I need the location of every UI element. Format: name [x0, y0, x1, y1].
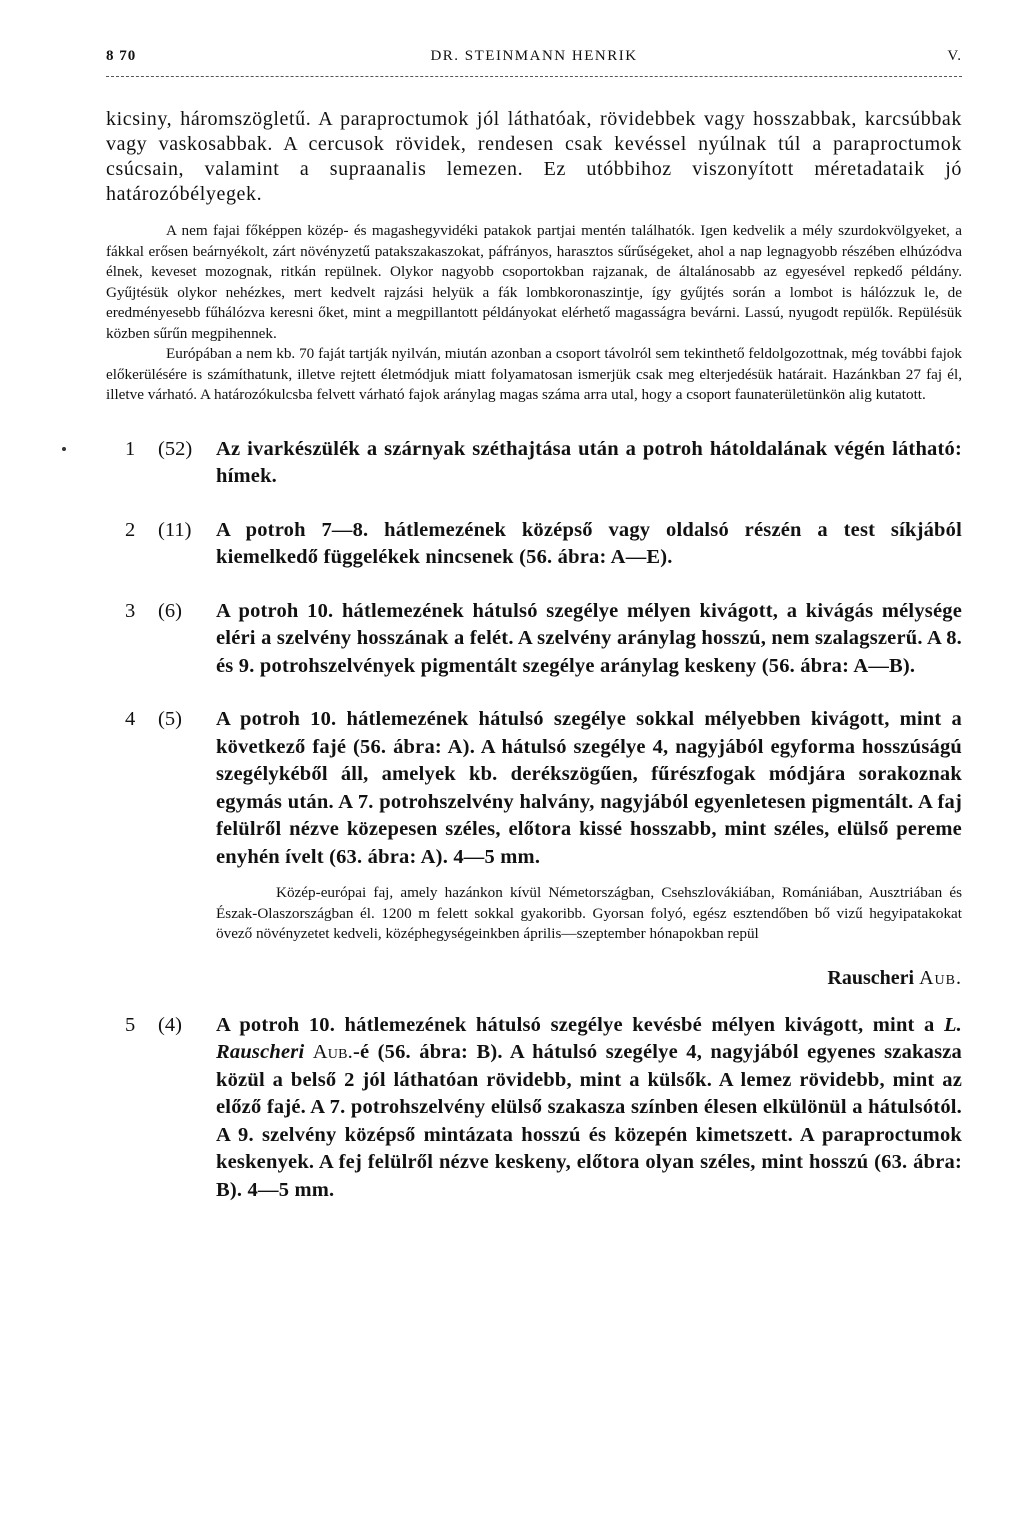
- key-entry-3: [106, 598, 962, 681]
- key-text: A potroh 10. hátlemezének hátulsó szegélye sokkal mélyebben kivágott, mint a következő fajé (56. ábra: A). A hátulsó szegélye 4, nagyjából egyforma hosszúságú szegélykéből áll, amelyek kb. derékszögűen, fűrészfogak módjára sorakoznak egymás után. A 7. potrohszelvény halvány, nagyjából egyenletesen pigmentált. A faj felülről nézve közepesen széles, előtora kissé hosszabb, mint széles, elülső pereme enyhén ívelt (63. ábra: A). 4—5 mm.: [216, 708, 962, 868]
- key-entry-2: [106, 517, 962, 572]
- key-number: 3: [125, 599, 136, 622]
- species-author: Aub.: [919, 966, 962, 989]
- bullet-mark: [62, 447, 66, 451]
- key-number: 4: [125, 708, 136, 730]
- key-reference: (11): [158, 518, 192, 541]
- key-text-part: -é (56. ábra: B). A hátulsó szegélye 4, nagyjából egyenes szakasza közül a belső 2 jól láthatóan rövidebb, mint a külsők. A lemez rövidebb, mint az előző fajé. A 7. potrohszelvény elülső szakasza színben élesen elkülönül a hátulsótól. A 9. szelvény középső mintázata hosszú és közepén kimetszett. A paraproctumok keskenyek. A fej felülről nézve keskeny, előtora olyan széles, mint hosszú (63. ábra: B). 4—5 mm.: [216, 1041, 962, 1201]
- key-text: A potroh 7—8. hátlemezének középső vagy oldalsó részén a test síkjából kiemelkedő függelékek nincsenek (56. ábra: A—E).: [216, 518, 962, 568]
- species-note-text: Közép-európai faj, amely hazánkon kívül Németországban, Csehszlovákiában, Romániában, Ausztriában és Észak-Olaszországban él. 1200 m felett sokkal gyakoribb. Gyorsan folyó, egész esztendőben bő vizű hegyipatakokat övező növényzetet kedveli, középhegységeinkben április—szeptember hónapokban repül: [216, 884, 962, 942]
- habitat-paragraph: A nem fajai főképpen közép- és magashegyvidéki patakok partjai mentén találhatók. Igen kedvelik a mély szurdokvölgyeket, a fákkal erősen beárnyékolt, zárt növényzetű patakszakaszokat, páfrányos, harasztos sűrűségeket, ahol a nap legnagyobb részében elhúzódva élnek, keveset mozognak, ritkán repülnek. Olykor nagyobb csoportokban rajzanak, de általánosabb az egyesével repkedő példány. Gyűjtésük olykor nehézkes, mert kedvelt rajzási helyük a fák lombkoronaszintje, így gyűjtés során a lombot is hálózzuk le, de eredményesebb fűhálózva keresni őket, mint a megpillantott példányokat elérhető magasságra bevárni. Lassú, nyugodt repülők. Repülésük közben sűrűn megpihennek.: [106, 222, 962, 342]
- intro-text: [106, 107, 962, 207]
- key-number: 2: [125, 518, 136, 541]
- distribution-paragraph: Európában a nem kb. 70 faját tartják nyilván, miután azonban a csoport távolról sem tekinthető feldolgozottnak, még további fajok előkerülésére is számíthatunk, illetve rejtett életmódjuk miatt folyamatosan ismerjük csak meg elterjedésük határait. Hazánkban 27 faj él, illetve várható. A határozókulcsba felvett várható fajok aránylag magas száma arra utal, hogy a csoport faunaterületünkön alig kutatott.: [106, 345, 962, 403]
- species-note: [216, 883, 962, 945]
- key-reference: (52): [158, 437, 193, 460]
- page: [106, 44, 962, 1230]
- key-reference: (4): [158, 1013, 182, 1036]
- running-head: [106, 44, 962, 74]
- key-text: A potroh 10. hátlemezének hátulsó szegélye mélyen kivágott, a kivágás mélysége eléri a szelvény hosszának a felét. A szelvény aránylag hosszú, nem szalagszerű. A 8. és 9. potrohszelvények pigmentált szegélye aránylag keskeny (56. ábra: A—B).: [216, 599, 962, 677]
- key-reference: (5): [158, 708, 182, 730]
- key-text: [216, 1012, 962, 1205]
- species-epithet: Rauscheri: [827, 966, 915, 989]
- key-entry-5: [106, 1012, 962, 1205]
- key-entry-1: [106, 436, 962, 491]
- running-title: DR. STEINMANN HENRIK: [430, 48, 638, 64]
- key-text-part: A potroh 10. hátlemezének hátulsó szegélye kevésbé mélyen kivágott, mint a: [216, 1013, 935, 1036]
- key-number: 5: [125, 1013, 136, 1036]
- key-reference: (6): [158, 599, 182, 622]
- genus-description: [106, 221, 962, 406]
- identification-key: [106, 436, 962, 1205]
- key-number: 1: [125, 437, 136, 460]
- author-reference: Aub.: [312, 1041, 353, 1063]
- page-number: 8 70: [106, 48, 137, 64]
- species-name: [106, 967, 962, 990]
- key-text: Az ivarkészülék a szárnyak széthajtása után a potroh hátoldalának végén látható: hímek.: [216, 437, 962, 487]
- header-rule: [106, 76, 962, 77]
- section-number: V.: [947, 48, 962, 64]
- key-entry-4: [106, 706, 962, 871]
- intro-paragraph: kicsiny, háromszögletű. A paraproctumok jól láthatóak, rövidebbek vagy hosszabbak, karcsúbbak vagy vaskosabbak. A cercusok rövidek, rendesen csak kevéssel nyúlnak túl a paraproctumok csúcsain, valamint a supraanalis lemezen. Ez utóbbihoz viszonyított méretadataik jó határozóbélyegek.: [106, 108, 962, 205]
- species-reference: L. Rauscheri: [216, 1013, 962, 1063]
